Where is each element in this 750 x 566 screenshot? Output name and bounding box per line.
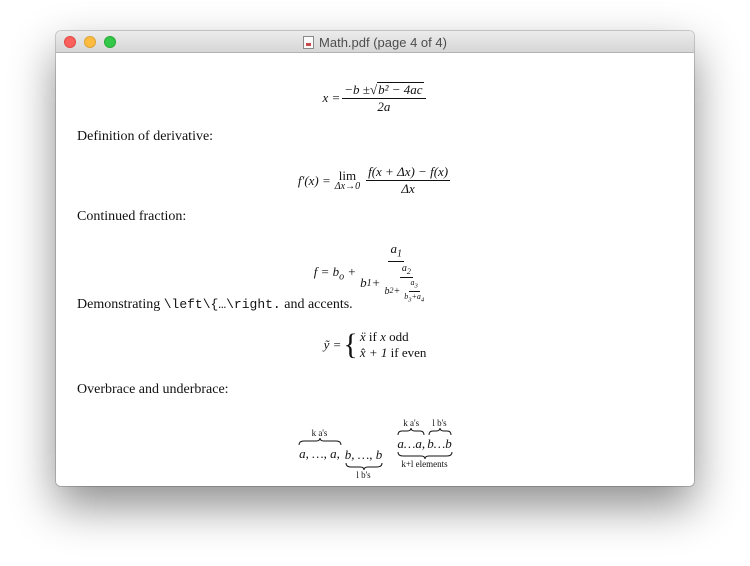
- eq2-lhs: f′(x) =: [297, 172, 331, 188]
- equation-continued-fraction: [56, 242, 694, 304]
- para-left-right-suffix: and accents.: [280, 297, 353, 312]
- eq3-plus: +: [344, 263, 357, 279]
- overbrace-3-icon: [397, 428, 425, 436]
- eq1-lhs: x =: [322, 90, 341, 106]
- overbrace-1-icon: [298, 438, 342, 446]
- eq1-radicand: b² − 4ac: [378, 82, 423, 97]
- left-brace-symbol: {: [343, 328, 358, 362]
- eq1-fraction: $\frac{\text{−b ±√b² − 4ac}}{2a}$: [342, 82, 425, 115]
- eq4-line1-end: odd: [385, 329, 409, 344]
- eq3-lhs: f = b: [313, 263, 340, 279]
- g3-top-label: k a's: [403, 418, 420, 428]
- eq3-b2-sub: 2: [389, 286, 394, 296]
- g4-text: b…b: [427, 436, 452, 451]
- underbrace-group-2: [345, 447, 383, 480]
- eq4-cases: [360, 329, 427, 362]
- eq3-a4-sub: 4: [420, 296, 425, 304]
- eq1-num-prefix: −b ±: [344, 82, 370, 97]
- eq3-inner-fraction: [402, 279, 426, 304]
- eq4-lhs: ỹ =: [323, 337, 342, 353]
- eq3-a2: a: [401, 262, 407, 274]
- overbrace-group-1: [298, 419, 342, 462]
- g4-top-label: l b's: [432, 418, 447, 428]
- overbrace-4-icon: [428, 428, 452, 436]
- eq3-plus4: +a: [411, 292, 421, 302]
- para-left-right-code: \left\{…\right.: [163, 297, 281, 312]
- g3-text: a…a,: [397, 436, 426, 451]
- g2-bottom-label: l b's: [356, 470, 371, 480]
- document-page[interactable]: [56, 53, 694, 486]
- braces-right-group: [397, 419, 453, 469]
- eq3-plus2: +: [371, 275, 381, 291]
- g1-text: a, …, a,: [299, 446, 340, 461]
- para-derivative: Definition of derivative:: [77, 129, 214, 144]
- eq4-line2-text: if even: [387, 345, 427, 361]
- eq4-line2-var: x̂ + 1: [359, 345, 388, 361]
- eq2-numerator: f(x + Δx) − f(x): [366, 165, 450, 181]
- eq2-limit: [335, 169, 360, 192]
- window-title: Math.pdf (page 4 of 4): [319, 34, 447, 50]
- eq4-line1-text: if: [365, 329, 381, 344]
- overbrace-group-4: [427, 419, 452, 452]
- eq3-b3: b: [404, 292, 409, 302]
- para-left-right-prefix: Demonstrating: [77, 297, 164, 312]
- g1-top-label: k a's: [311, 428, 328, 438]
- para-continued-fraction: Continued fraction:: [77, 209, 187, 224]
- eq4-line1-var2: x: [380, 329, 386, 344]
- overbrace-row: [397, 419, 452, 452]
- eq2-lim: lim: [338, 168, 357, 184]
- g2-text: b, …, b: [344, 447, 383, 462]
- equation-derivative: [56, 165, 694, 197]
- eq3-outer-fraction: [358, 242, 434, 304]
- eq3-a1-sub: 1: [396, 248, 402, 260]
- eq3-a3: a: [410, 278, 415, 288]
- equation-cases: [56, 329, 694, 362]
- equation-quadratic: [56, 82, 694, 115]
- eq2-lim-sub: Δx→0: [334, 181, 361, 193]
- overbrace-group-3: [397, 419, 425, 452]
- eq3-mid-fraction: [382, 263, 430, 305]
- eq3-lhs-sub: o: [339, 271, 345, 283]
- para-overbrace: Overbrace and underbrace:: [77, 382, 229, 397]
- eq1-denominator: 2a: [377, 99, 391, 115]
- eq3-b2: b: [384, 286, 390, 298]
- eq3-plus3: +: [393, 286, 401, 298]
- braces-left-group: [298, 419, 383, 480]
- title-container: [56, 31, 694, 53]
- title-bar[interactable]: [56, 31, 694, 53]
- para-left-right: [77, 297, 353, 313]
- eq3-b1: b: [360, 275, 367, 291]
- eq3-a3-sub: 3: [414, 282, 418, 290]
- g34-bottom-label: k+l elements: [401, 459, 448, 469]
- eq3-a1: a: [390, 241, 397, 256]
- equation-braces: [56, 419, 694, 480]
- eq4-line1-var: ẍ: [359, 329, 366, 344]
- pdf-window: [56, 31, 694, 486]
- pdf-document-icon: [303, 36, 314, 49]
- eq2-fraction: [366, 165, 450, 197]
- eq2-denominator: Δx: [401, 181, 415, 197]
- eq3-b1-sub: 1: [366, 277, 372, 289]
- eq3-b3-sub: 3: [408, 296, 412, 304]
- eq3-a2-sub: 2: [406, 266, 411, 276]
